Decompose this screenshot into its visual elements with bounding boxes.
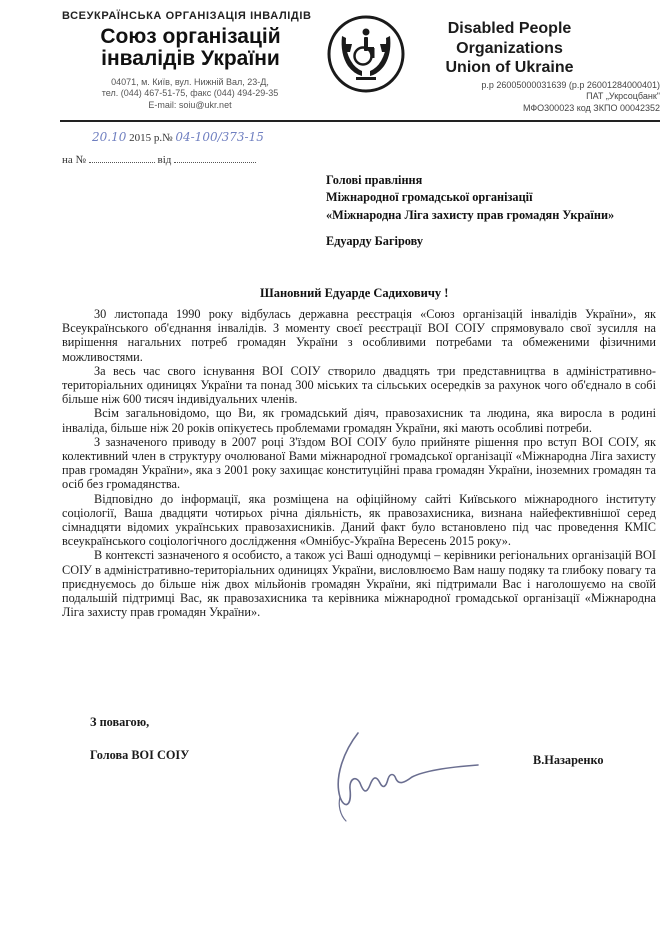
vid-label: від xyxy=(157,154,172,166)
addressee-name: Едуарду Багірову xyxy=(326,234,424,248)
paragraph-3: Всім загальновідомо, що Ви, як громадський діяч, правозахисник та людина, яка виросла в родині інваліда, більше ніж 20 років опікуєтесь проблемами громадян України, які мають особливі потреби. xyxy=(62,406,656,435)
signer-position: Голова ВОІ СОІУ xyxy=(90,748,190,762)
bank-line2: ПАТ „Укрсоцбанк" xyxy=(586,91,660,102)
bank-details xyxy=(420,80,660,114)
vid-blank xyxy=(174,152,256,163)
org-name xyxy=(88,26,293,70)
org-name-line1: Союз організацій xyxy=(100,25,281,48)
address-line3: E-mail: soiu@ukr.net xyxy=(148,99,232,110)
bank-line1: р.р 26005000031639 (р.р 26001284000401) xyxy=(481,80,660,90)
addressee-line3: «Міжнародна Ліга захисту прав громадян України» xyxy=(326,207,615,222)
outgoing-reference xyxy=(92,130,264,144)
org-name-english xyxy=(432,19,587,78)
organization-logo-icon xyxy=(326,14,406,94)
na-blank xyxy=(89,152,155,163)
paragraph-1: 30 листопада 1990 року відбулась державна реєстрація «Союз організацій інвалідів України», як Всеукраїнського об'єднання інвалідів. З моменту своєї реєстрації ВОІ СОІУ спрямовувало свої зусилля на вирішення нагальних потреб громадян України з особливими потребами та обмеженими фізичними можливостями. xyxy=(62,307,656,364)
bank-line3: МФО300023 код ЗКПО 00042352 xyxy=(522,102,660,113)
paragraph-2: За весь час свого існування ВОІ СОІУ створило двадцять три представництва в адміністративно-територіальних одиницях України та понад 300 міських та сільських осередків за рахунок чого об'єднало в собі більше ніж 600 тисяч індивідуальних членів. xyxy=(62,363,656,407)
salutation: Шановний Едуарде Садиховичу ! xyxy=(260,286,449,300)
addressee-block xyxy=(326,172,614,224)
signature-icon xyxy=(300,725,490,825)
incoming-reference xyxy=(62,152,256,166)
closing-regards: З повагою, xyxy=(90,715,150,729)
paragraph-5: Відповідно до інформації, яка розміщена на офіційному сайті Київського міжнародного інституту соціології, Ваша двадцяти чотирьох річна діяльність, як правозахисника, визнана найефективнішої серед сімнадцяти відомих українських правозахисників. Даний факт було встановлено під час проведення КМІС всеукраїнського соціологічного дослідження «Омнібус-Україна Вересень 2015 року». xyxy=(62,491,656,549)
handwritten-number: 04-100/373-15 xyxy=(175,130,264,144)
header-divider xyxy=(60,120,660,122)
signer-name: В.Назаренко xyxy=(533,753,604,767)
paragraph-6: В контексті зазначеного я особисто, а також усі Ваші однодумці – керівники регіональних організацій ВОІ СОІУ в адміністративно-територіальних одиницях України, висловлюємо Вам нашу подяку та глибоку повагу та приєднуємось до більше ніж двох мільйонів громадян України, які підтримали Вас і наголошуємо на своїй подальшій підтримці Вас, як правозахисника та керівника міжнародної громадської організації «Міжнародна Ліга захисту прав громадян України». xyxy=(62,548,656,620)
addressee-line1: Голові правління xyxy=(326,173,423,187)
org-en-line3: Union of Ukraine xyxy=(445,59,574,77)
letter-body xyxy=(62,307,656,619)
address-line1: 04071, м. Київ, вул. Нижній Вал, 23-Д, xyxy=(111,77,269,87)
org-en-line2: Organizations xyxy=(456,39,563,57)
org-en-line1: Disabled People xyxy=(447,20,572,37)
reference-year: 2015 р.№ xyxy=(129,132,173,144)
org-name-line2: інвалідів України xyxy=(101,47,280,71)
addressee-line2: Міжнародної громадської організації xyxy=(326,190,533,205)
org-address xyxy=(90,77,290,111)
org-header-top: ВСЕУКРАЇНСЬКА ОРГАНІЗАЦІЯ ІНВАЛІДІВ xyxy=(62,10,312,22)
na-label: на № xyxy=(62,154,87,166)
handwritten-date: 20.10 xyxy=(92,130,127,144)
address-line2: тел. (044) 467-51-75, факс (044) 494-29-35 xyxy=(101,88,279,99)
paragraph-4: З зазначеного приводу в 2007 році З'їздом ВОІ СОІУ було прийняте рішення про вступ ВОІ СОІУ, як колективний член в структуру очолюваної Вами міжнародної громадської організації «Міжнародна Ліга захисту прав громадян України», яка з 2001 року захищає конституційні права громадян України, іноземних громадян та осіб без громадянства. xyxy=(62,434,656,492)
